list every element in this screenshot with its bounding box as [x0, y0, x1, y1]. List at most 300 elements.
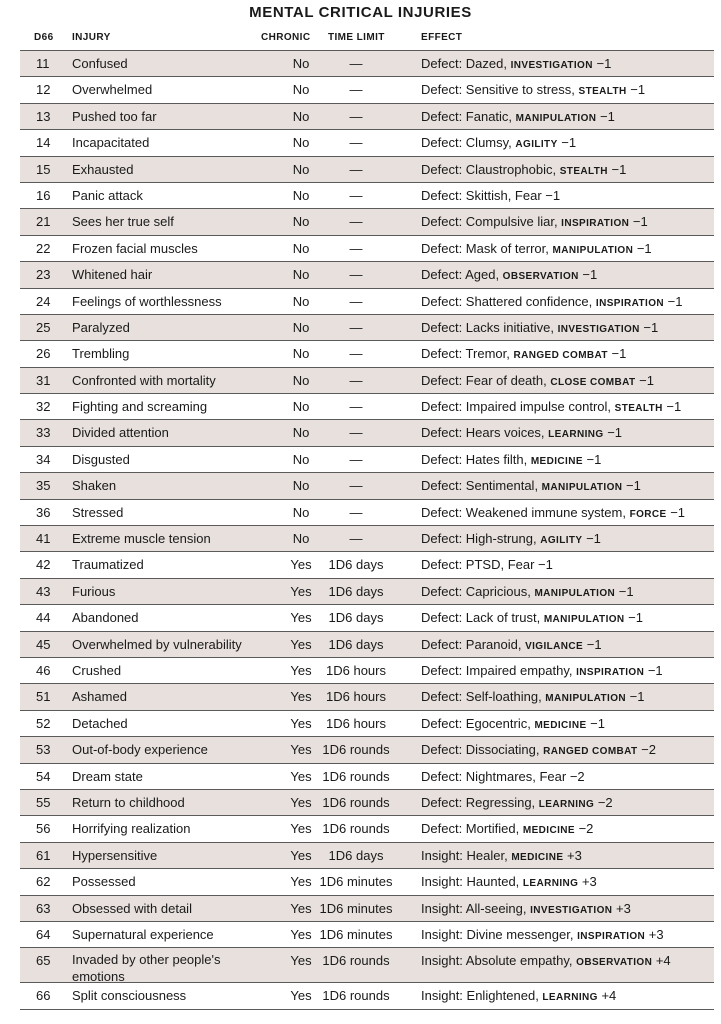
chronic-cell: No: [292, 319, 310, 335]
time-limit-cell: 1D6 days: [328, 847, 384, 863]
effect-skill: STEALTH: [578, 86, 627, 98]
effect-text: Defect: Hates filth,: [421, 451, 531, 467]
effect-skill: LEARNING: [542, 992, 598, 1004]
time-limit-cell: —: [349, 425, 363, 441]
table-row: [20, 183, 714, 209]
effect-modifier: −2: [574, 821, 594, 837]
d66-cell: 65: [36, 953, 51, 969]
chronic-cell: Yes: [290, 636, 312, 652]
effect-skill: INVESTIGATION: [557, 323, 640, 335]
injury-cell: Trembling: [72, 346, 130, 362]
d66-cell: 14: [36, 135, 51, 151]
d66-cell: 42: [36, 557, 51, 573]
effect-cell: [421, 531, 601, 546]
effect-modifier: −1: [586, 715, 605, 731]
effect-text: Defect: Fear of death,: [421, 372, 551, 388]
time-limit-cell: 1D6 rounds: [322, 953, 390, 969]
table-row: [20, 130, 714, 156]
d66-cell: 44: [36, 610, 51, 626]
effect-skill: OBSERVATION: [576, 957, 653, 969]
table-row: [20, 948, 714, 983]
effect-modifier: −1: [644, 662, 663, 678]
effect-modifier: −1: [596, 108, 615, 124]
effect-cell: [421, 214, 648, 229]
effect-modifier: −1: [557, 135, 577, 151]
chronic-cell: No: [292, 451, 310, 467]
effect-skill: MANIPULATION: [552, 244, 634, 256]
effect-text: Defect: Capricious,: [421, 583, 535, 599]
d66-cell: 25: [36, 319, 51, 335]
d66-cell: 43: [36, 583, 51, 599]
time-limit-cell: 1D6 days: [328, 557, 384, 573]
table-row: [20, 394, 714, 420]
effect-cell: [421, 927, 664, 942]
effect-skill: MEDICINE: [530, 455, 583, 467]
effect-skill: MEDICINE: [522, 825, 575, 837]
effect-modifier: +3: [578, 874, 597, 890]
d66-cell: 54: [36, 768, 51, 784]
chronic-cell: No: [292, 478, 310, 494]
chronic-cell: No: [292, 82, 310, 98]
table-row: [20, 289, 714, 315]
effect-cell: [421, 82, 645, 97]
table-row: [20, 790, 714, 816]
effect-cell: [421, 663, 663, 678]
injury-cell: Whitened hair: [72, 267, 153, 283]
effect-text: Defect: High-strung,: [421, 531, 541, 547]
effect-cell: [421, 294, 682, 309]
effect-modifier: +4: [597, 988, 617, 1004]
effect-cell: [421, 874, 597, 889]
table-row: [20, 526, 714, 552]
d66-cell: 55: [36, 794, 51, 810]
table-row: [20, 737, 714, 763]
d66-cell: 64: [36, 926, 51, 942]
chronic-cell: No: [292, 504, 310, 520]
injury-cell: Horrifying realization: [72, 821, 191, 837]
table-row: [20, 447, 714, 473]
effect-modifier: +3: [612, 900, 631, 916]
injury-table-body: [20, 50, 714, 1010]
effect-text: Defect: Sentimental,: [421, 478, 542, 494]
injury-cell: Pushed too far: [72, 108, 157, 124]
effect-cell: [421, 769, 585, 784]
table-row: [20, 262, 714, 288]
effect-skill: INSPIRATION: [576, 666, 645, 678]
time-limit-cell: 1D6 days: [328, 583, 384, 599]
effect-modifier: −1: [633, 240, 652, 256]
effect-skill: INSPIRATION: [577, 930, 646, 942]
chronic-cell: Yes: [290, 662, 312, 678]
chronic-cell: Yes: [290, 988, 312, 1004]
chronic-cell: No: [292, 425, 310, 441]
d66-cell: 66: [36, 988, 51, 1004]
injury-cell: Furious: [72, 583, 116, 599]
time-limit-cell: —: [349, 214, 363, 230]
effect-modifier: −2: [637, 742, 656, 758]
time-limit-cell: 1D6 rounds: [322, 821, 390, 837]
effect-text: Insight: Healer,: [421, 847, 512, 863]
chronic-cell: Yes: [290, 794, 312, 810]
effect-text: Insight: Absolute empathy,: [421, 953, 577, 969]
time-limit-cell: —: [349, 531, 363, 547]
chronic-cell: Yes: [290, 557, 312, 573]
injury-cell: Sees her true self: [72, 214, 174, 230]
time-limit-cell: —: [349, 82, 363, 98]
table-row: [20, 104, 714, 130]
chronic-cell: No: [292, 108, 310, 124]
effect-modifier: −1: [622, 478, 641, 494]
effect-modifier: −1: [583, 636, 602, 652]
effect-text: Defect: Impaired empathy,: [421, 662, 577, 678]
effect-text: Defect: Aged,: [421, 267, 503, 283]
time-limit-cell: —: [349, 187, 363, 203]
time-limit-cell: —: [349, 451, 363, 467]
chronic-cell: Yes: [290, 821, 312, 837]
time-limit-cell: —: [349, 240, 363, 256]
time-limit-cell: 1D6 minutes: [319, 926, 393, 942]
chronic-cell: Yes: [290, 926, 312, 942]
effect-modifier: −1: [578, 267, 598, 283]
effect-skill: MANIPULATION: [543, 614, 625, 626]
d66-cell: 51: [36, 689, 51, 705]
effect-modifier: −1: [635, 372, 654, 388]
effect-cell: [421, 742, 656, 757]
time-limit-cell: —: [349, 319, 363, 335]
injury-cell: Divided attention: [72, 425, 169, 441]
effect-text: Defect: Egocentric,: [421, 715, 535, 731]
effect-modifier: −1: [662, 399, 682, 415]
chronic-cell: Yes: [290, 874, 312, 890]
effect-skill: INVESTIGATION: [510, 60, 593, 71]
effect-modifier: −1: [615, 583, 634, 599]
injury-cell: Feelings of worthlessness: [72, 293, 222, 309]
effect-skill: FORCE: [629, 508, 667, 520]
time-limit-cell: 1D6 days: [328, 610, 384, 626]
effect-text: Defect: Fanatic,: [421, 108, 516, 124]
chronic-cell: No: [292, 187, 310, 203]
effect-cell: [421, 610, 643, 625]
injury-cell: Exhausted: [72, 161, 134, 177]
effect-skill: MANIPULATION: [545, 693, 627, 705]
table-row: [20, 236, 714, 262]
table-row: [20, 315, 714, 341]
effect-text: Defect: PTSD, Fear −1: [421, 557, 553, 573]
effect-cell: [421, 373, 654, 388]
time-limit-cell: 1D6 hours: [326, 689, 386, 705]
effect-cell: [421, 267, 597, 282]
effect-text: Defect: Claustrophobic,: [421, 161, 560, 177]
table-row: [20, 816, 714, 842]
effect-text: Defect: Self-loathing,: [421, 689, 546, 705]
column-header-time-limit: TIME LIMIT: [328, 32, 385, 43]
table-row: [20, 632, 714, 658]
effect-modifier: +3: [645, 926, 664, 942]
effect-text: Defect: Skittish, Fear −1: [421, 187, 561, 203]
effect-cell: [421, 425, 622, 440]
chronic-cell: No: [292, 240, 310, 256]
effect-text: Defect: Sensitive to stress,: [421, 82, 579, 98]
effect-modifier: −1: [624, 610, 643, 626]
effect-modifier: −1: [664, 293, 683, 309]
time-limit-cell: 1D6 rounds: [322, 742, 390, 758]
injury-cell: Paralyzed: [72, 319, 130, 335]
column-header-chronic: CHRONIC: [261, 32, 311, 43]
d66-cell: 13: [36, 108, 51, 124]
injury-cell: Abandoned: [72, 610, 139, 626]
table-row: [20, 983, 714, 1009]
d66-cell: 53: [36, 742, 51, 758]
effect-cell: [421, 56, 611, 71]
injury-cell: Detached: [72, 715, 128, 731]
table-row: [20, 711, 714, 737]
effect-skill: INVESTIGATION: [530, 904, 613, 916]
table-row: [20, 843, 714, 869]
effect-text: Defect: Regressing,: [421, 794, 539, 810]
time-limit-cell: —: [349, 293, 363, 309]
injury-cell: Crushed: [72, 662, 122, 678]
injury-cell: Overwhelmed by vulnerability: [72, 636, 242, 652]
time-limit-cell: 1D6 rounds: [322, 988, 390, 1004]
d66-cell: 61: [36, 847, 51, 863]
effect-cell: [421, 346, 626, 361]
effect-modifier: −1: [607, 161, 627, 177]
effect-text: Defect: Weakened immune system,: [421, 504, 630, 520]
effect-cell: [421, 399, 681, 414]
effect-skill: MANIPULATION: [515, 112, 597, 124]
d66-cell: 15: [36, 161, 51, 177]
chronic-cell: No: [292, 267, 310, 283]
effect-skill: INSPIRATION: [595, 297, 664, 309]
effect-skill: MEDICINE: [511, 851, 564, 863]
effect-modifier: −1: [582, 531, 601, 547]
effect-skill: MANIPULATION: [534, 587, 616, 599]
effect-cell: [421, 241, 652, 256]
table-row: [20, 684, 714, 710]
table-row: [20, 579, 714, 605]
d66-cell: 62: [36, 874, 51, 890]
d66-cell: 45: [36, 636, 51, 652]
effect-skill: AGILITY: [515, 139, 558, 151]
effect-text: Defect: Nightmares, Fear −2: [421, 768, 585, 784]
effect-cell: [421, 478, 641, 493]
table-row: [20, 473, 714, 499]
chronic-cell: Yes: [290, 847, 312, 863]
injury-cell: Stressed: [72, 504, 124, 520]
effect-cell: [421, 584, 634, 599]
injury-cell: Traumatized: [72, 557, 144, 573]
injury-cell: Confronted with mortality: [72, 372, 216, 388]
effect-skill: LEARNING: [522, 878, 579, 890]
chronic-cell: No: [292, 56, 310, 71]
effect-skill: AGILITY: [540, 535, 583, 547]
effect-skill: INSPIRATION: [561, 218, 630, 230]
effect-text: Defect: Dazed,: [421, 56, 511, 71]
injury-cell: Dream state: [72, 768, 143, 784]
effect-modifier: −1: [582, 451, 602, 467]
chronic-cell: No: [292, 293, 310, 309]
time-limit-cell: 1D6 days: [328, 636, 384, 652]
time-limit-cell: —: [349, 108, 363, 124]
effect-modifier: −1: [666, 504, 686, 520]
injury-cell: Frozen facial muscles: [72, 240, 198, 256]
d66-cell: 36: [36, 504, 51, 520]
time-limit-cell: —: [349, 267, 363, 283]
effect-cell: [421, 188, 560, 203]
injury-cell: Shaken: [72, 478, 117, 494]
time-limit-cell: 1D6 minutes: [319, 874, 393, 890]
d66-cell: 26: [36, 346, 51, 362]
chronic-cell: No: [292, 135, 310, 151]
table-row: [20, 552, 714, 578]
time-limit-cell: 1D6 rounds: [322, 794, 390, 810]
effect-cell: [421, 821, 593, 836]
chronic-cell: No: [292, 531, 310, 547]
chronic-cell: Yes: [290, 689, 312, 705]
effect-text: Defect: Lack of trust,: [421, 610, 544, 626]
effect-cell: [421, 689, 644, 704]
time-limit-cell: 1D6 hours: [326, 662, 386, 678]
effect-text: Defect: Paranoid,: [421, 636, 526, 652]
effect-cell: [421, 135, 576, 150]
effect-text: Defect: Mortified,: [421, 821, 523, 837]
chronic-cell: Yes: [290, 742, 312, 758]
effect-text: Defect: Lacks initiative,: [421, 319, 558, 335]
effect-text: Defect: Tremor,: [421, 346, 514, 362]
effect-modifier: −1: [626, 82, 646, 98]
d66-cell: 31: [36, 372, 51, 388]
table-row: [20, 209, 714, 235]
d66-cell: 56: [36, 821, 51, 837]
injury-cell: Incapacitated: [72, 135, 150, 151]
effect-cell: [421, 637, 602, 652]
chronic-cell: No: [292, 161, 310, 177]
table-row: [20, 922, 714, 948]
d66-cell: 46: [36, 662, 51, 678]
table-row: [20, 896, 714, 922]
injury-cell: Disgusted: [72, 451, 130, 467]
effect-text: Defect: Compulsive liar,: [421, 214, 562, 230]
d66-cell: 12: [36, 82, 51, 98]
d66-cell: 24: [36, 293, 51, 309]
effect-text: Defect: Mask of terror,: [421, 240, 553, 256]
injury-cell: Overwhelmed: [72, 82, 153, 98]
chronic-cell: Yes: [290, 768, 312, 784]
d66-cell: 33: [36, 425, 51, 441]
time-limit-cell: 1D6 minutes: [319, 900, 393, 916]
effect-cell: [421, 953, 671, 968]
time-limit-cell: 1D6 rounds: [322, 768, 390, 784]
d66-cell: 22: [36, 240, 51, 256]
injury-cell: Out-of-body experience: [72, 742, 208, 758]
effect-cell: [421, 162, 626, 177]
column-header-effect: EFFECT: [421, 32, 463, 43]
effect-modifier: −1: [603, 425, 623, 441]
chronic-cell: No: [292, 346, 310, 362]
d66-cell: 52: [36, 715, 51, 731]
effect-text: Defect: Hears voices,: [421, 425, 549, 441]
effect-modifier: −1: [626, 689, 645, 705]
effect-text: Insight: Enlightened,: [421, 988, 543, 1004]
effect-cell: [421, 452, 601, 467]
effect-text: Insight: Haunted,: [421, 874, 523, 890]
d66-cell: 16: [36, 187, 51, 203]
injury-cell: Confused: [72, 56, 128, 71]
effect-text: Insight: Divine messenger,: [421, 926, 578, 942]
d66-cell: 63: [36, 900, 51, 916]
effect-cell: [421, 109, 615, 124]
d66-cell: 23: [36, 267, 51, 283]
effect-text: Defect: Impaired impulse control,: [421, 399, 615, 415]
table-row: [20, 764, 714, 790]
time-limit-cell: 1D6 hours: [326, 715, 386, 731]
table-row: [20, 605, 714, 631]
time-limit-cell: —: [349, 504, 363, 520]
effect-modifier: +3: [563, 847, 582, 863]
injury-cell: Hypersensitive: [72, 847, 158, 863]
table-row: [20, 869, 714, 895]
effect-modifier: +4: [652, 953, 671, 969]
table-row: [20, 658, 714, 684]
table-row: [20, 500, 714, 526]
d66-cell: 11: [36, 56, 50, 71]
chronic-cell: Yes: [290, 900, 312, 916]
effect-text: Defect: Dissociating,: [421, 742, 544, 758]
injury-cell: Possessed: [72, 874, 136, 890]
table-row: [20, 51, 714, 77]
effect-skill: CLOSE COMBAT: [550, 376, 636, 388]
time-limit-cell: —: [349, 161, 363, 177]
table-row: [20, 420, 714, 446]
effect-cell: [421, 716, 605, 731]
table-title: MENTAL CRITICAL INJURIES: [249, 4, 472, 21]
time-limit-cell: —: [349, 56, 363, 71]
effect-cell: [421, 795, 613, 810]
effect-skill: RANGED COMBAT: [543, 746, 638, 758]
effect-modifier: −1: [607, 346, 627, 362]
d66-cell: 21: [36, 214, 51, 230]
injury-cell: Panic attack: [72, 187, 143, 203]
effect-skill: STEALTH: [614, 403, 663, 415]
chronic-cell: No: [292, 399, 310, 415]
table-header: [20, 30, 714, 48]
effect-skill: OBSERVATION: [502, 271, 579, 283]
effect-text: Insight: All-seeing,: [421, 900, 531, 916]
time-limit-cell: —: [349, 478, 363, 494]
injury-cell: Supernatural experience: [72, 926, 214, 942]
effect-skill: LEARNING: [538, 798, 595, 810]
effect-cell: [421, 505, 685, 520]
effect-skill: LEARNING: [548, 429, 604, 441]
chronic-cell: Yes: [290, 715, 312, 731]
effect-text: Defect: Shattered confidence,: [421, 293, 596, 309]
time-limit-cell: —: [349, 399, 363, 415]
effect-cell: [421, 901, 631, 916]
time-limit-cell: —: [349, 346, 363, 362]
effect-skill: STEALTH: [559, 165, 608, 177]
d66-cell: 34: [36, 451, 51, 467]
chronic-cell: No: [292, 214, 310, 230]
injury-cell: Extreme muscle tension: [72, 531, 211, 547]
effect-cell: [421, 848, 582, 863]
effect-cell: [421, 988, 616, 1003]
column-header-d66: D66: [34, 32, 54, 43]
injury-cell: Ashamed: [72, 689, 127, 705]
chronic-cell: Yes: [290, 610, 312, 626]
injury-cell: Fighting and screaming: [72, 399, 208, 415]
time-limit-cell: —: [349, 372, 363, 388]
table-row: [20, 77, 714, 103]
